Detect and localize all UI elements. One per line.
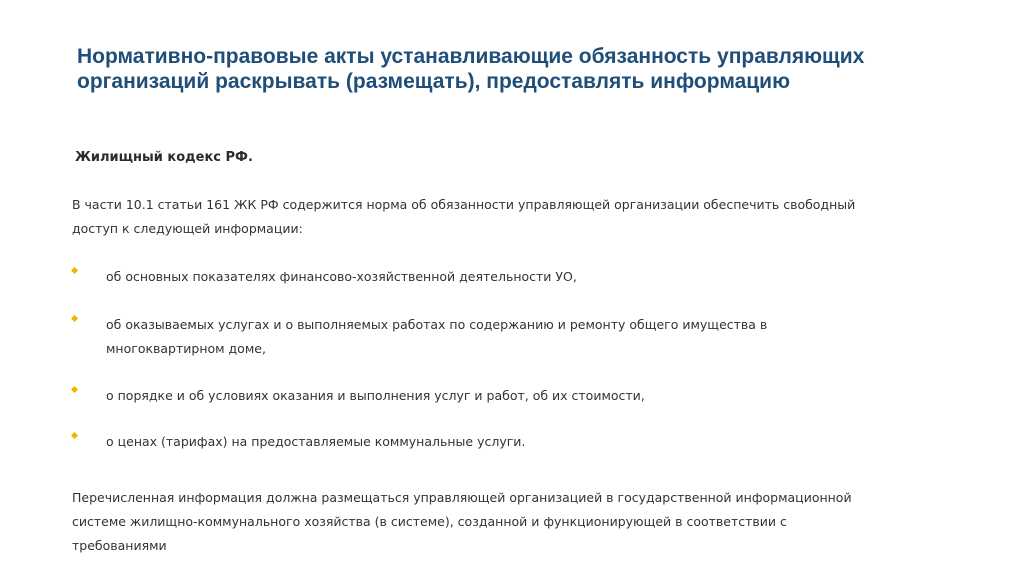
diamond-bullet-icon bbox=[71, 315, 78, 322]
diamond-bullet-icon bbox=[71, 432, 78, 439]
list-item-text: об основных показателях финансово-хозяйственной деятельности УО, bbox=[106, 269, 577, 284]
section-subtitle: Жилищный кодекс РФ. bbox=[75, 150, 253, 165]
slide-title: Нормативно-правовые акты устанавливающие обязанность управляющих организаций раскрывать (размещать), предоставлять информацию bbox=[77, 45, 865, 93]
list-item-text: о ценах (тарифах) на предоставляемые коммунальные услуги. bbox=[106, 434, 526, 449]
list-item-text: об оказываемых услугах и о выполняемых работах по содержанию и ремонту общего имущества в многоквартирном доме, bbox=[106, 317, 768, 356]
diamond-bullet-icon bbox=[71, 267, 78, 274]
list-item-text: о порядке и об условиях оказания и выполнения услуг и работ, об их стоимости, bbox=[106, 388, 645, 403]
intro-paragraph: В части 10.1 статьи 161 ЖК РФ содержится норма об обязанности управляющей организации обеспечить свободный доступ к следующей информации: bbox=[72, 197, 856, 236]
diamond-bullet-icon bbox=[71, 386, 78, 393]
outro-paragraph: Перечисленная информация должна размещаться управляющей организацией в государственной информационной системе жилищно-коммунального хозяйства (в системе), созданной и функционирующей в соответствии с требованиями bbox=[72, 490, 852, 553]
